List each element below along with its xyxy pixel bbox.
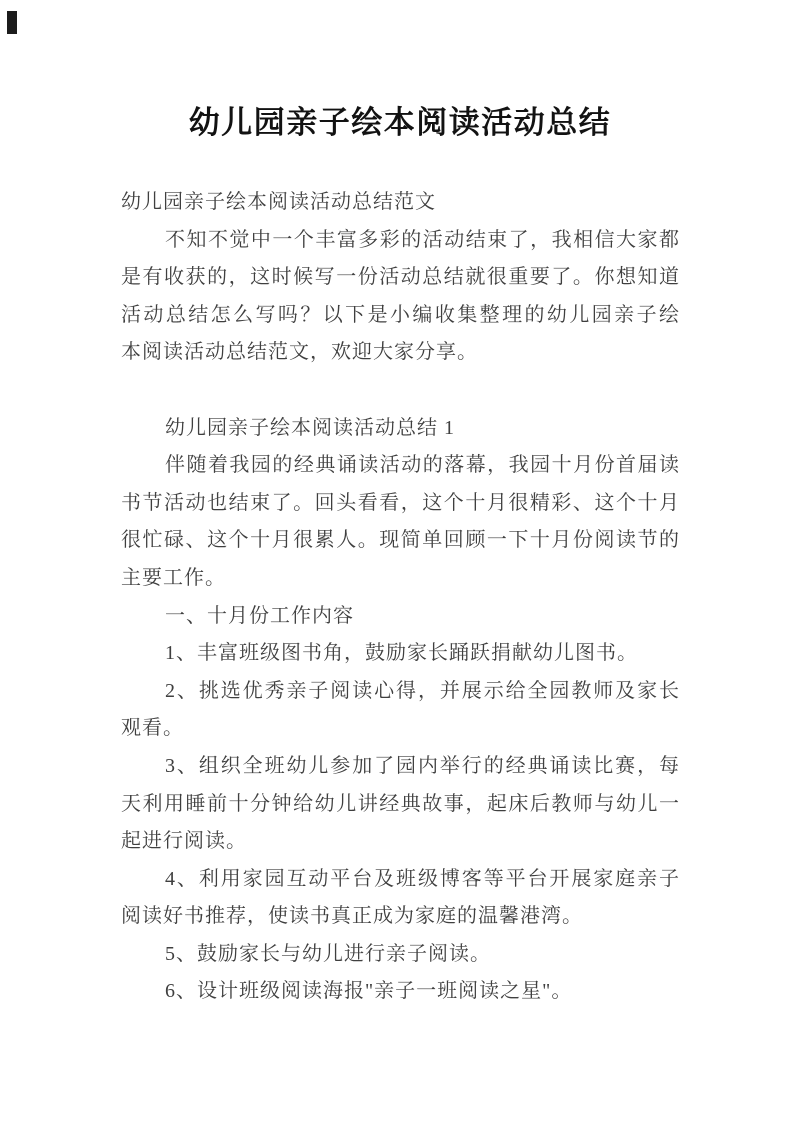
text-line: 伴随着我园的经典诵读活动的落幕，我园十月份首届读 (165, 454, 680, 477)
text-line: 2、挑选优秀亲子阅读心得，并展示给全园教师及家长 (165, 679, 680, 702)
text-line: 3、组织全班幼儿参加了园内举行的经典诵读比赛，每 (165, 754, 680, 777)
text-line: 天利用睡前十分钟给幼儿讲经典故事，起床后教师与幼儿一 (121, 792, 680, 815)
text-line: 1、丰富班级图书角，鼓励家长踊跃捐献幼儿图书。 (165, 642, 638, 665)
text-line: 一、十月份工作内容 (165, 604, 354, 627)
text-line: 书节活动也结束了。回头看看，这个十月很精彩、这个十月 (121, 491, 680, 514)
text-line: 4、利用家园互动平台及班级博客等平台开展家庭亲子 (165, 867, 680, 890)
text-line: 是有收获的，这时候写一份活动总结就很重要了。你想知道 (121, 266, 680, 289)
text-line: 不知不觉中一个丰富多彩的活动结束了，我相信大家都 (165, 228, 680, 251)
text-line: 活动总结怎么写吗？以下是小编收集整理的幼儿园亲子绘 (121, 303, 680, 326)
text-line: 幼儿园亲子绘本阅读活动总结范文 (121, 191, 436, 213)
document-title: 幼儿园亲子绘本阅读活动总结 (188, 105, 612, 140)
text-line: 本阅读活动总结范文，欢迎大家分享。 (121, 341, 478, 364)
text-line: 5、鼓励家长与幼儿进行亲子阅读。 (165, 942, 491, 965)
text-line: 观看。 (121, 717, 184, 740)
document-body (121, 184, 680, 1011)
empty-line (121, 372, 680, 410)
text-line: 起进行阅读。 (121, 830, 247, 853)
text-line: 6、设计班级阅读海报"亲子一班阅读之星"。 (165, 980, 573, 1003)
scan-artifact-mark (7, 11, 17, 34)
text-line: 幼儿园亲子绘本阅读活动总结 1 (165, 416, 455, 439)
text-line: 主要工作。 (121, 566, 226, 589)
text-line: 很忙碌、这个十月很累人。现简单回顾一下十月份阅读节的 (121, 529, 680, 552)
text-line: 阅读好书推荐，使读书真正成为家庭的温馨港湾。 (121, 905, 583, 928)
